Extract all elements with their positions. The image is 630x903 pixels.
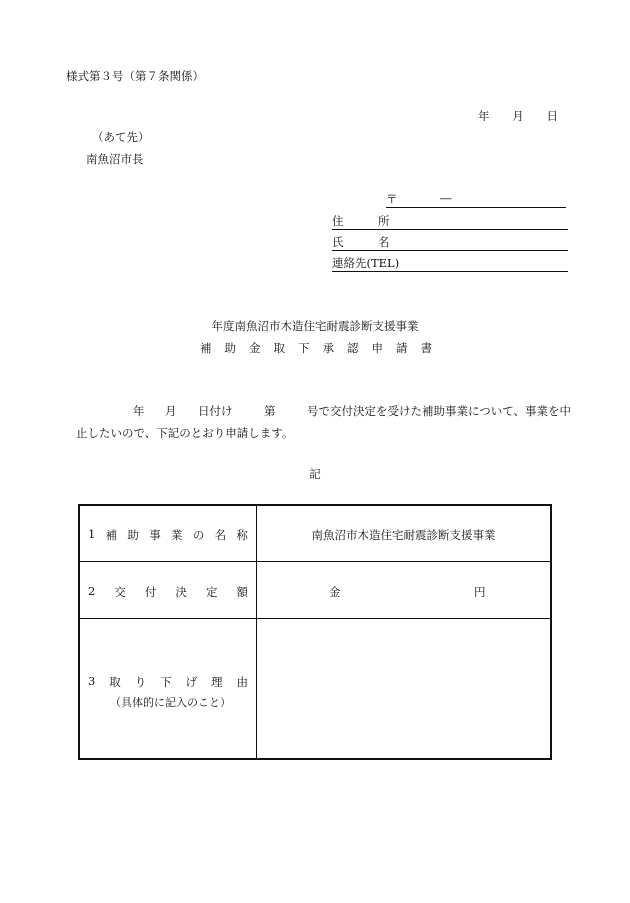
title-char: 助 (224, 341, 236, 355)
row1-char: 補 (105, 528, 118, 542)
body-dai: 第 (264, 404, 276, 418)
row3-char: り (134, 675, 147, 689)
body-date-suffix: 日付け (198, 404, 233, 418)
withdrawal-reason-field[interactable] (257, 619, 550, 758)
addressee-label: （あて先） (92, 130, 150, 144)
row3-label (88, 674, 248, 690)
row2-char: 付 (144, 585, 157, 599)
date-year: 年 (478, 109, 490, 123)
title-char: 取 (273, 341, 285, 355)
name-field[interactable] (332, 233, 568, 251)
address-field[interactable] (332, 212, 568, 230)
title-char: 書 (420, 341, 432, 355)
application-table (78, 504, 552, 760)
row1-char: 事 (149, 528, 161, 542)
row1-char: 称 (236, 528, 248, 542)
address-label-1: 住 (332, 214, 344, 228)
date-month: 月 (512, 109, 524, 123)
row2-number: 2 (88, 584, 96, 598)
title-char: 申 (371, 341, 383, 355)
row3-char: 下 (160, 675, 172, 689)
title-char: 補 (200, 341, 212, 355)
ki-mark: 記 (309, 467, 321, 481)
row3-char: げ (185, 675, 198, 689)
body-rest1: 号で交付決定を受けた補助事業について、事業を中 (307, 404, 572, 418)
row1-label (88, 527, 248, 543)
date-day: 日 (546, 109, 558, 123)
title-char: 請 (396, 341, 408, 355)
body-month: 月 (165, 404, 177, 418)
row3-number: 3 (88, 674, 96, 688)
row2-char: 決 (175, 585, 187, 599)
row1-char: 助 (127, 528, 139, 542)
title-char: 承 (322, 341, 334, 355)
row2-char: 定 (205, 585, 218, 599)
title-char: 金 (249, 341, 261, 355)
document-title-line1: 年度南魚沼市木造住宅耐震診断支援事業 (211, 319, 419, 333)
name-label-2: 名 (378, 235, 390, 249)
postal-mark: 〒 (386, 192, 398, 206)
contact-label: 連絡先(TEL) (332, 256, 400, 270)
project-name-value: 南魚沼市木造住宅耐震診断支援事業 (311, 528, 496, 542)
name-label-1: 氏 (332, 235, 344, 249)
body-line2: 止したいので、下記のとおり申請します。 (76, 426, 294, 440)
amount-kin: 金 (329, 585, 341, 599)
address-label-2: 所 (378, 214, 390, 228)
row1-char: 業 (171, 528, 183, 542)
row3-char: 理 (211, 675, 223, 689)
postal-code-field[interactable] (386, 190, 566, 208)
date-line (478, 108, 558, 124)
title-char: 認 (347, 341, 359, 355)
body-year: 年 (133, 404, 145, 418)
contact-field[interactable] (332, 254, 568, 272)
row2-char: 交 (114, 585, 126, 599)
amount-yen: 円 (474, 585, 486, 599)
postal-dash: ― (440, 191, 452, 205)
row3-char: 由 (236, 675, 248, 689)
row1-char: 名 (214, 528, 227, 542)
row1-char: の (192, 528, 205, 542)
title-char: 下 (298, 341, 310, 355)
row2-label (88, 584, 248, 600)
document-title-line2 (200, 340, 432, 356)
addressee: 南魚沼市長 (86, 152, 144, 166)
row3-char: 取 (109, 675, 121, 689)
row3-note: （具体的に記入のこと） (110, 696, 231, 709)
grant-amount-field[interactable] (257, 562, 550, 618)
form-number: 様式第３号（第７条関係） (66, 69, 204, 83)
row2-char: 額 (236, 585, 248, 599)
row1-number: 1 (88, 527, 96, 541)
